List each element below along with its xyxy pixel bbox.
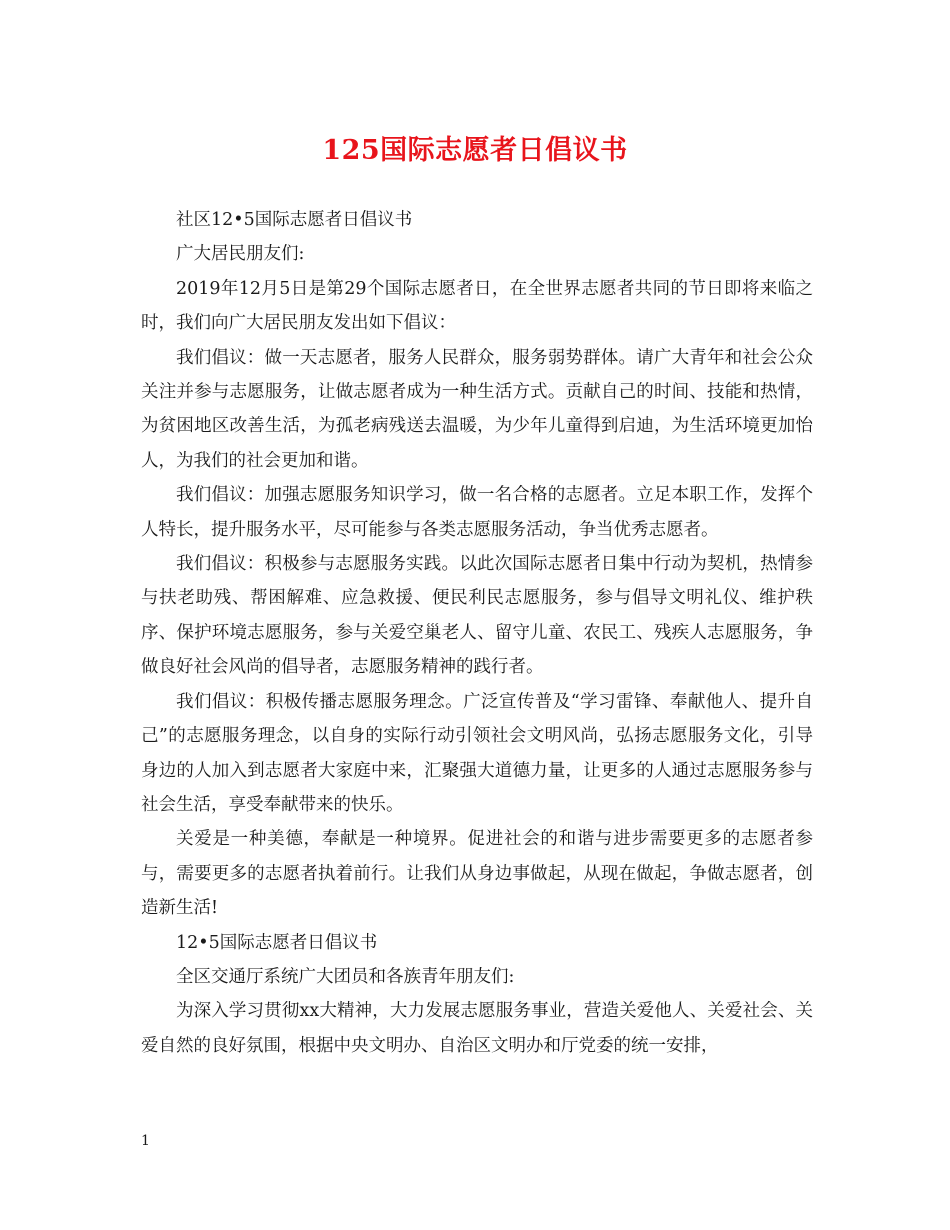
paragraph: 关爱是一种美德，奉献是一种境界。促进社会的和谐与进步需要更多的志愿者参与，需要更多的志愿者执着前行。让我们从身边事做起，从现在做起，争做志愿者，创造新生活!: [141, 829, 813, 919]
paragraph: 社区12•5国际志愿者日倡议书: [176, 210, 413, 230]
paragraph: 广大居民朋友们:: [176, 244, 305, 265]
document-body: [141, 203, 813, 1063]
paragraph: 为深入学习贯彻xx大精神，大力发展志愿服务事业，营造关爱他人、关爱社会、关爱自然的良好氛围，根据中央文明办、自治区文明办和厅党委的统一安排，: [141, 1001, 813, 1056]
paragraph: 我们倡议：积极参与志愿服务实践。以此次国际志愿者日集中行动为契机，热情参与扶老助残、帮困解难、应急救援、便民利民志愿服务，参与倡导文明礼仪、维护秩序、保护环境志愿服务，参与关爱空巢老人、留守儿童、农民工、残疾人志愿服务，争做良好社会风尚的倡导者，志愿服务精神的践行者。: [141, 554, 813, 678]
paragraph: 全区交通厅系统广大团员和各族青年朋友们:: [176, 966, 515, 987]
paragraph: 我们倡议：加强志愿服务知识学习，做一名合格的志愿者。立足本职工作，发挥个人特长，提升服务水平，尽可能参与各类志愿服务活动，争当优秀志愿者。: [141, 485, 813, 540]
paragraph: 我们倡议：积极传播志愿服务理念。广泛宣传普及“学习雷锋、奉献他人、提升自己”的志愿服务理念，以自身的实际行动引领社会文明风尚，弘扬志愿服务文化，引导身边的人加入到志愿者大家庭中来，汇聚强大道德力量，让更多的人通过志愿服务参与社会生活，享受奉献带来的快乐。: [141, 691, 813, 815]
paragraph: 2019年12月5日是第29个国际志愿者日，在全世界志愿者共同的节日即将来临之时，我们向广大居民朋友发出如下倡议：: [141, 278, 813, 334]
page-number: 1: [141, 1133, 150, 1149]
document-title: 125国际志愿者日倡议书: [322, 135, 628, 166]
paragraph: 12•5国际志愿者日倡议书: [176, 932, 378, 953]
paragraph: 我们倡议：做一天志愿者，服务人民群众，服务弱势群体。请广大青年和社会公众关注并参与志愿服务，让做志愿者成为一种生活方式。贡献自己的时间、技能和热情，为贫困地区改善生活，为孤老病残送去温暖，为少年儿童得到启迪，为生活环境更加怡人，为我们的社会更加和谐。: [141, 347, 813, 471]
